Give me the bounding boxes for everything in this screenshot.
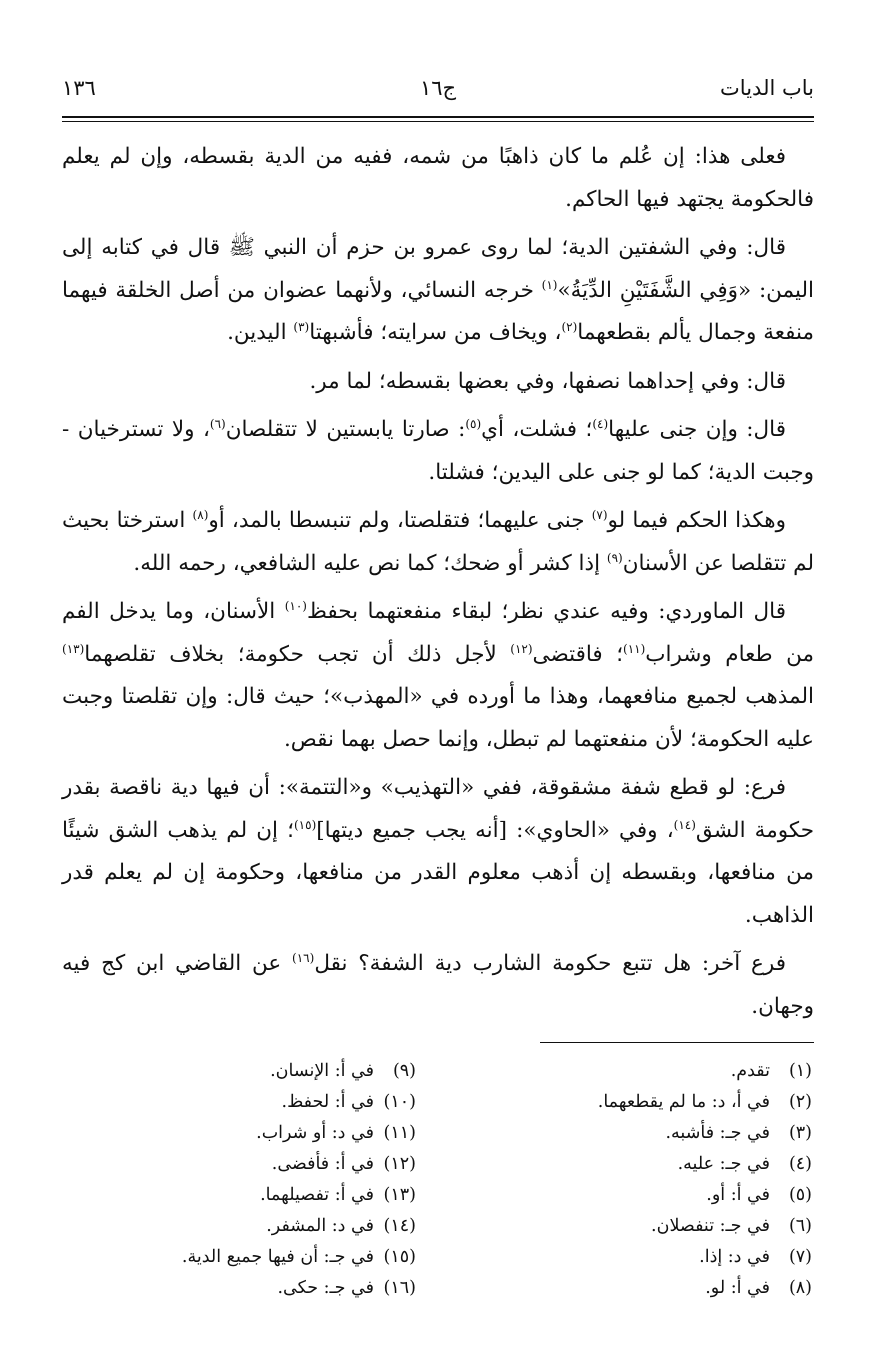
paragraph-text: جنى عليهما؛ فتقلصتا، ولم تنبسطا بالمد، أو (208, 508, 592, 533)
footnote-text: في أ: فأفضى. (271, 1154, 374, 1174)
footnote-number: (١٣) (383, 1185, 416, 1205)
footnotes-column-2 (62, 1056, 416, 1304)
paragraph-text: إذا كشر أو ضحك؛ كما نص عليه الشافعي، رحمه الله. (133, 550, 607, 576)
footnote-item (62, 1273, 416, 1304)
footnote-item (452, 1149, 812, 1180)
paragraph-text: استرختا بحيث لم تتقلصا عن الأسنان (62, 508, 814, 576)
footnote-reference: (٥) (465, 416, 482, 431)
footnotes-column-1 (452, 1056, 812, 1304)
footnote-reference: (١٤) (673, 817, 696, 832)
footnote-number: (١٦) (383, 1278, 416, 1298)
footnote-reference: (٨) (192, 507, 209, 522)
paragraph-text: ؛ فشلت، أي (481, 417, 593, 442)
paragraph-text: قال: وفي الشفتين الدية؛ لما روى عمرو بن حزم أن النبي ﷺ قال في كتابه إلى اليمن: «وَفِي الشَّفَتَيْنِ الدِّيَةُ» (62, 235, 814, 303)
footnote-number: (١١) (383, 1123, 416, 1143)
footnote-text: في أ، د: ما لم يقطعهما. (597, 1092, 770, 1112)
footnote-text: في د: أو شراب. (256, 1123, 374, 1143)
footnote-item (62, 1211, 416, 1242)
book-page (62, 68, 815, 1298)
footnote-reference: (٧) (591, 507, 608, 522)
footnote-text: في أ: الإنسان. (270, 1061, 374, 1081)
footnote-number: (٧) (788, 1247, 812, 1267)
page-header (62, 68, 814, 108)
paragraph-text: ؛ إن لم يذهب الشق شيئًا من منافعها، وبقسطه إن أذهب معلوم القدر من منافعها، وحكومة إن لم يعلم قدر الذاهب. (62, 817, 814, 928)
paragraph-text: فعلى هذا: إن عُلم ما كان ذاهبًا من شمه، ففيه من الدية بقسطه، وإن لم يعلم فالحكومة يجتهد فيها الحاكم. (62, 144, 814, 212)
footnote-number: (٣) (788, 1123, 812, 1143)
paragraph (62, 591, 814, 761)
header-rule-thick (62, 116, 814, 118)
paragraph-text: الأسنان، وما يدخل الفم من طعام وشراب (62, 599, 815, 667)
paragraph (62, 136, 814, 221)
footnote-text: تقدم. (730, 1061, 770, 1081)
paragraph-text: المذهب لجميع منافعهما، وهذا ما أورده في «المهذب»؛ حيث قال: وإن تقلصتا وجبت عليه الحكومة؛ لأن منفعتهما لم تبطل، وإنما حصل بهما نقص. (62, 684, 814, 752)
paragraph-text: خرجه النسائي، ولأنهما عضوان من أصل الخلقة فيهما منفعة وجمال يألم بقطعهما (62, 277, 814, 345)
chapter-title: باب الديات (720, 76, 814, 100)
footnote-reference: (١) (541, 277, 558, 292)
footnote-text: في أ: لو. (705, 1278, 770, 1298)
footnote-reference: (١٣) (62, 641, 85, 656)
footnote-number: (٨) (788, 1278, 812, 1298)
header-rule-thin (62, 121, 814, 122)
paragraph (62, 409, 814, 494)
paragraph-text: وهكذا الحكم فيما لو (607, 508, 786, 533)
footnote-text: في جـ: أن فيها جميع الدية. (181, 1247, 374, 1267)
footnote-number: (٥) (788, 1185, 812, 1205)
footnote-text: في أ: أو. (706, 1185, 770, 1205)
footnote-item (452, 1211, 812, 1242)
footnote-text: في جـ: حكى. (277, 1278, 374, 1298)
footnote-number: (٢) (788, 1092, 812, 1112)
footnote-text: في أ: لحفظ. (281, 1092, 374, 1112)
footnote-item (452, 1056, 812, 1087)
footnote-reference: (١٦) (292, 950, 315, 965)
footnote-number: (١٥) (383, 1247, 416, 1267)
footnote-item (62, 1149, 416, 1180)
footnote-text: في د: المشفر. (266, 1216, 374, 1236)
paragraph-text: ؛ فاقتضى (532, 641, 624, 667)
paragraph-text: فرع آخر: هل تتبع حكومة الشارب دية الشفة؟ نقل (314, 951, 786, 976)
footnote-reference: (٩) (606, 550, 623, 565)
footnote-reference: (٦) (209, 416, 226, 431)
footnote-reference: (٢) (561, 319, 578, 334)
paragraph-text: اليدين. (227, 320, 294, 345)
paragraph (62, 361, 814, 404)
footnote-number: (٦) (788, 1216, 812, 1236)
paragraph-text: ، وفي «الحاوي»: [أنه يجب جميع ديتها] (316, 817, 674, 843)
footnote-reference: (١١) (623, 641, 646, 656)
volume-number: ج١٦ (419, 76, 457, 100)
footnote-number: (١٠) (383, 1092, 416, 1112)
paragraph-text: قال: وفي إحداهما نصفها، وفي بعضها بقسطه؛ لما مر. (309, 368, 786, 394)
footnote-item (62, 1180, 416, 1211)
footnote-item (62, 1056, 416, 1087)
paragraph (62, 227, 814, 355)
footnote-number: (١٤) (383, 1216, 416, 1236)
paragraph (62, 500, 814, 585)
footnote-reference: (٤) (592, 416, 609, 431)
paragraph-text: ، ولا تسترخيان - وجبت الدية؛ كما لو جنى على اليدين؛ فشلتا. (62, 417, 814, 485)
footnote-reference: (١٢) (510, 641, 533, 656)
footnote-item (62, 1242, 416, 1273)
footnote-item (452, 1087, 812, 1118)
footnote-text: في جـ: عليه. (677, 1154, 770, 1174)
paragraph-text: فرع: لو قطع شفة مشقوقة، ففي «التهذيب» و«التتمة»: أن فيها دية ناقصة بقدر حكومة الشق (62, 775, 814, 843)
footnote-number: (١٢) (383, 1154, 416, 1174)
footnote-separator (540, 1042, 814, 1043)
paragraph-text: عن القاضي ابن كج فيه وجهان. (62, 951, 814, 1019)
paragraph (62, 767, 814, 937)
page-number: ١٣٦ (62, 76, 96, 100)
main-text (62, 136, 814, 1028)
footnote-item (452, 1273, 812, 1304)
footnote-reference: (١٥) (293, 817, 317, 832)
footnote-number: (٤) (788, 1154, 812, 1174)
footnote-item (452, 1180, 812, 1211)
footnote-item (452, 1242, 812, 1273)
footnote-item (452, 1118, 812, 1149)
paragraph-text: لأجل ذلك أن تجب حكومة؛ بخلاف تقلصهما (84, 641, 511, 667)
footnote-number: (٩) (392, 1061, 416, 1081)
footnote-text: في أ: تفصيلهما. (260, 1185, 374, 1205)
footnote-item (62, 1087, 416, 1118)
footnote-number: (١) (788, 1061, 812, 1081)
paragraph-text: قال الماوردي: وفيه عندي نظر؛ لبقاء منفعتهما بحفظ (306, 599, 786, 624)
paragraph (62, 943, 814, 1028)
footnote-item (62, 1118, 416, 1149)
footnote-text: في جـ: تنفصلان. (651, 1216, 770, 1236)
paragraph-text: قال: وإن جنى عليها (608, 417, 787, 442)
footnote-reference: (١٠) (284, 598, 307, 613)
footnote-text: في د: إذا. (699, 1247, 770, 1267)
paragraph-text: : صارتا يابستين لا تتقلصان (225, 417, 466, 442)
footnote-reference: (٣) (293, 319, 310, 334)
paragraph-text: ، ويخاف من سرايته؛ فأشبهتا (309, 320, 562, 345)
footnote-text: في جـ: فأشبه. (665, 1123, 770, 1143)
